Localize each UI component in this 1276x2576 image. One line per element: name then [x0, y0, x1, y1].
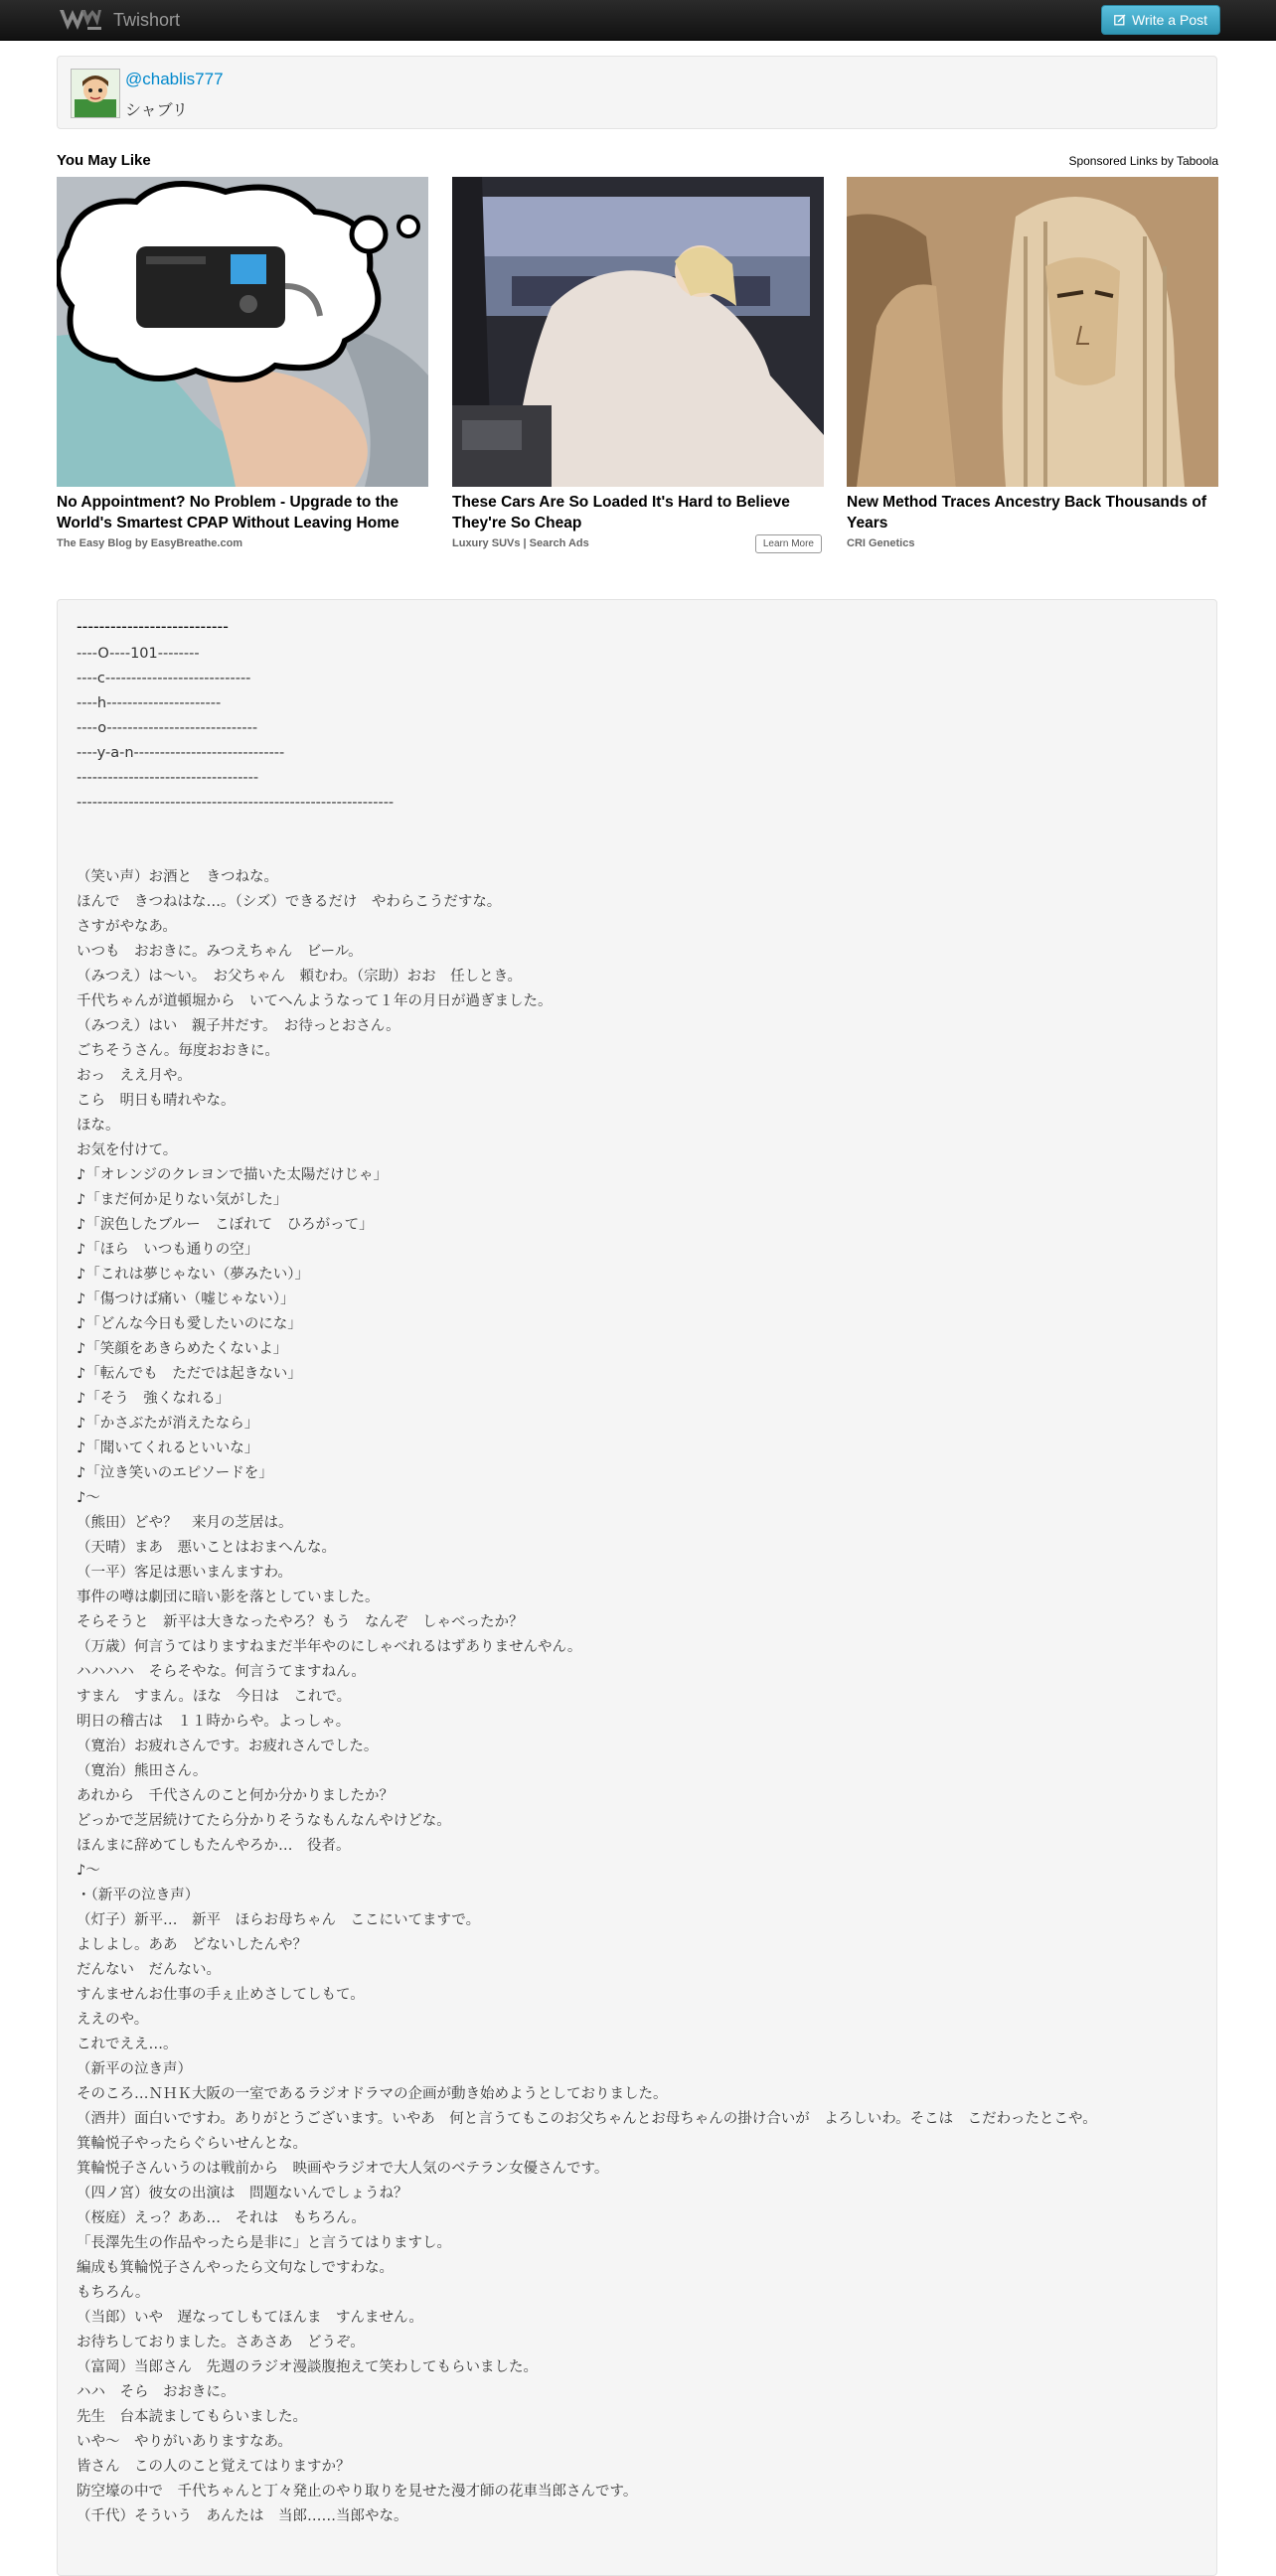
- post-line: そのころ…ＮＨＫ大阪の一室であるラジオドラマの企画が動き始めようとしておりました。: [77, 2086, 668, 2102]
- post-line: いつも おおきに。みつえちゃん ビール。: [77, 944, 363, 960]
- post-line: -----------------------------------: [77, 770, 259, 786]
- user-display-name: シャブリ: [125, 100, 189, 119]
- post-line: そらそうと 新平は大きなったやろ？もう なんぞ しゃべったか？: [77, 1614, 524, 1630]
- post-line: ♪「オレンジのクレヨンで描いた太陽だけじゃ」: [77, 1167, 389, 1183]
- ad-title[interactable]: New Method Traces Ancestry Back Thousands of Years: [847, 494, 1207, 531]
- post-line: （桜庭）えっ？ああ… それは もちろん。: [77, 2210, 366, 2226]
- ad-image-cpap[interactable]: [57, 177, 428, 487]
- post-line: 箕輪悦子やったらぐらいせんとな。: [77, 2136, 307, 2152]
- ad-source[interactable]: Luxury SUVs | Search Ads: [452, 537, 589, 549]
- post-line: ♪「これは夢じゃない（夢みたい）」: [77, 1267, 310, 1283]
- post-line: お気を付けて。: [77, 1142, 178, 1158]
- post-line: [77, 840, 1197, 865]
- post-line: ♪「かさぶたが消えたなら」: [77, 1416, 259, 1432]
- post-line: （熊田）どや？ 来月の芝居は。: [77, 1515, 293, 1531]
- post-line: （寛治）お疲れさんです。お疲れさんでした。: [77, 1739, 379, 1754]
- post-line: ♪～: [77, 1863, 100, 1879]
- ad-card-cars[interactable]: [452, 177, 824, 549]
- post-line: ごちそうさん。毎度おおきに。: [77, 1043, 279, 1059]
- post-line: こら 明日も晴れやな。: [77, 1093, 236, 1109]
- post-line: ほんまに辞めてしもたんやろか… 役者。: [77, 1838, 351, 1854]
- post-line: ♪～: [77, 1490, 100, 1506]
- post-line: （みつえ）はい 親子丼だす。 お待っとおさん。: [77, 1018, 400, 1034]
- post-line: ♪「まだ何か足りない気がした」: [77, 1192, 288, 1208]
- learn-more-button[interactable]: Learn More: [755, 534, 822, 553]
- avatar[interactable]: [71, 69, 120, 118]
- post-line: あれから 千代さんのこと何か分かりましたか？: [77, 1788, 394, 1804]
- post-line: ♪「聞いてくれるといいな」: [77, 1440, 259, 1456]
- post-line: ええのや。: [77, 2012, 149, 2028]
- post-line: ♪「そう 強くなれる」: [77, 1391, 231, 1407]
- post-line: 箕輪悦子さんいうのは戦前から 映画やラジオで大人気のベテラン女優さんです。: [77, 2161, 609, 2177]
- post-text: [77, 642, 1197, 2529]
- post-line: （新平の泣き声）: [77, 2061, 192, 2077]
- edit-icon: [1114, 14, 1126, 26]
- post-line: 防空壕の中で 千代ちゃんと丁々発止のやり取りを見せた漫才師の花車当郎さんです。: [77, 2484, 638, 2500]
- post-line: お待ちしておりました。さあさあ どうぞ。: [77, 2335, 365, 2350]
- write-post-label: Write a Post: [1132, 12, 1207, 28]
- post-line: （みつえ）は～い。 お父ちゃん 頼むわ。（宗助）おお 任しとき。: [77, 969, 523, 985]
- post-body: [57, 599, 1217, 2576]
- post-line: ・（新平の泣き声）: [77, 1888, 200, 1903]
- post-line: ♪「傷つけば痛い（嘘じゃない）」: [77, 1291, 295, 1307]
- brand-name: Twishort: [113, 9, 181, 30]
- post-line: さすがやなあ。: [77, 919, 177, 935]
- post-line: （天晴）まあ 悪いことはおまへんな。: [77, 1540, 336, 1556]
- post-line: （酒井）面白いですわ。ありがとうございます。いやあ 何と言うてもこのお父ちゃんとお母ちゃんの掛け合いが よろしいわ。そこは こだわったとこや。: [77, 2111, 1097, 2127]
- user-handle-link[interactable]: @chablis777: [125, 70, 224, 88]
- twishort-logo-icon: [58, 7, 103, 33]
- ad-image-ancestry[interactable]: [847, 177, 1218, 487]
- post-line: ----c----------------------------: [77, 671, 251, 686]
- post-line: ♪「泣き笑いのエピソードを」: [77, 1465, 273, 1481]
- post-line: （笑い声）お酒と きつねな。: [77, 869, 278, 885]
- post-line: これでええ…。: [77, 2037, 178, 2052]
- ad-source[interactable]: CRI Genetics: [847, 537, 915, 549]
- profile-box: [57, 56, 1217, 129]
- post-line: もちろん。: [77, 2285, 150, 2301]
- post-line: すまん すまん。ほな 今日は これで。: [77, 1689, 352, 1705]
- post-line: 皆さん この人のこと覚えてはりますか？: [77, 2459, 351, 2475]
- brand-link[interactable]: [58, 7, 180, 33]
- post-line: -------------------------------------------------------------: [77, 795, 395, 811]
- post-line: ♪「涙色したブルー こぼれて ひろがって」: [77, 1217, 374, 1233]
- post-line: 編成も箕輪悦子さんやったら文句なしですわな。: [77, 2260, 394, 2276]
- post-line: ----o-----------------------------: [77, 720, 258, 736]
- post-line: （当郎）いや 遅なってしもてほんま すんません。: [77, 2310, 423, 2326]
- post-line: どっかで芝居続けてたら分かりそうなもんなんやけどな。: [77, 1813, 451, 1829]
- post-line: （一平）客足は悪いまんますわ。: [77, 1565, 292, 1581]
- post-line: ----y-a-n-----------------------------: [77, 745, 285, 761]
- post-line: 「長澤先生の作品やったら是非に」と言うてはりますし。: [77, 2235, 451, 2251]
- post-line: [77, 816, 1197, 840]
- ad-card-ancestry[interactable]: [847, 177, 1218, 549]
- top-navbar: [0, 0, 1276, 41]
- post-line: だんない だんない。: [77, 1962, 221, 1978]
- post-line: （千代）そういう あんたは 当郎……当郎やな。: [77, 2508, 408, 2524]
- ad-title[interactable]: No Appointment? No Problem - Upgrade to the World's Smartest CPAP Without Leaving Home: [57, 494, 399, 531]
- post-line: 先生 台本読ましてもらいました。: [77, 2409, 307, 2425]
- post-line: （灯子）新平… 新平 ほらお母ちゃん ここにいてますで。: [77, 1912, 481, 1928]
- post-heading: ---------------------------: [77, 617, 229, 636]
- post-line: ♪「笑顔をあきらめたくないよ」: [77, 1341, 288, 1357]
- post-line: 明日の稽古は １１時からや。よっしゃ。: [77, 1714, 351, 1730]
- post-line: ♪「ほら いつも通りの空」: [77, 1242, 259, 1258]
- sponsored-links-label[interactable]: Sponsored Links by Taboola: [1068, 154, 1218, 168]
- avatar-icon: [72, 70, 119, 117]
- recommend-heading: You May Like: [57, 152, 151, 169]
- post-line: 事件の噂は劇団に暗い影を落としていました。: [77, 1590, 380, 1605]
- ad-image-cars[interactable]: [452, 177, 824, 487]
- post-line: おっ ええ月や。: [77, 1068, 192, 1084]
- write-post-button[interactable]: [1101, 5, 1220, 35]
- post-line: 千代ちゃんが道頓堀から いてへんようなって１年の月日が過ぎました。: [77, 993, 553, 1009]
- post-line: ♪「転んでも ただでは起きない」: [77, 1366, 302, 1382]
- post-line: （万歳）何言うてはりますねまだ半年やのにしゃべれるはずありませんやん。: [77, 1639, 582, 1655]
- ad-card-cpap[interactable]: [57, 177, 428, 549]
- post-line: ほんで きつねはな…。（シズ）できるだけ やわらこうだすな。: [77, 894, 502, 910]
- post-line: （富岡）当郎さん 先週のラジオ漫談腹抱えて笑わしてもらいました。: [77, 2359, 538, 2375]
- post-line: すんませんお仕事の手ぇ止めさしてしもて。: [77, 1987, 365, 2003]
- post-line: ハハハハ そらそやな。何言うてますねん。: [77, 1664, 366, 1680]
- post-line: ----h----------------------: [77, 695, 222, 711]
- post-line: ----O----101--------: [77, 646, 200, 662]
- post-line: （寛治）熊田さん。: [77, 1763, 208, 1779]
- post-line: いや～ やりがいありますなあ。: [77, 2434, 292, 2450]
- post-line: ♪「どんな今日も愛したいのにな」: [77, 1316, 302, 1332]
- ad-title[interactable]: These Cars Are So Loaded It's Hard to Believe They're So Cheap: [452, 494, 790, 531]
- post-line: よしよし。ああ どないしたんや？: [77, 1937, 307, 1953]
- post-line: ほな。: [77, 1118, 120, 1134]
- post-line: ハハ そら おおきに。: [77, 2384, 236, 2400]
- post-line: （四ノ宮）彼女の出演は 問題ないんでしょうね？: [77, 2186, 408, 2201]
- ad-source[interactable]: The Easy Blog by EasyBreathe.com: [57, 537, 243, 549]
